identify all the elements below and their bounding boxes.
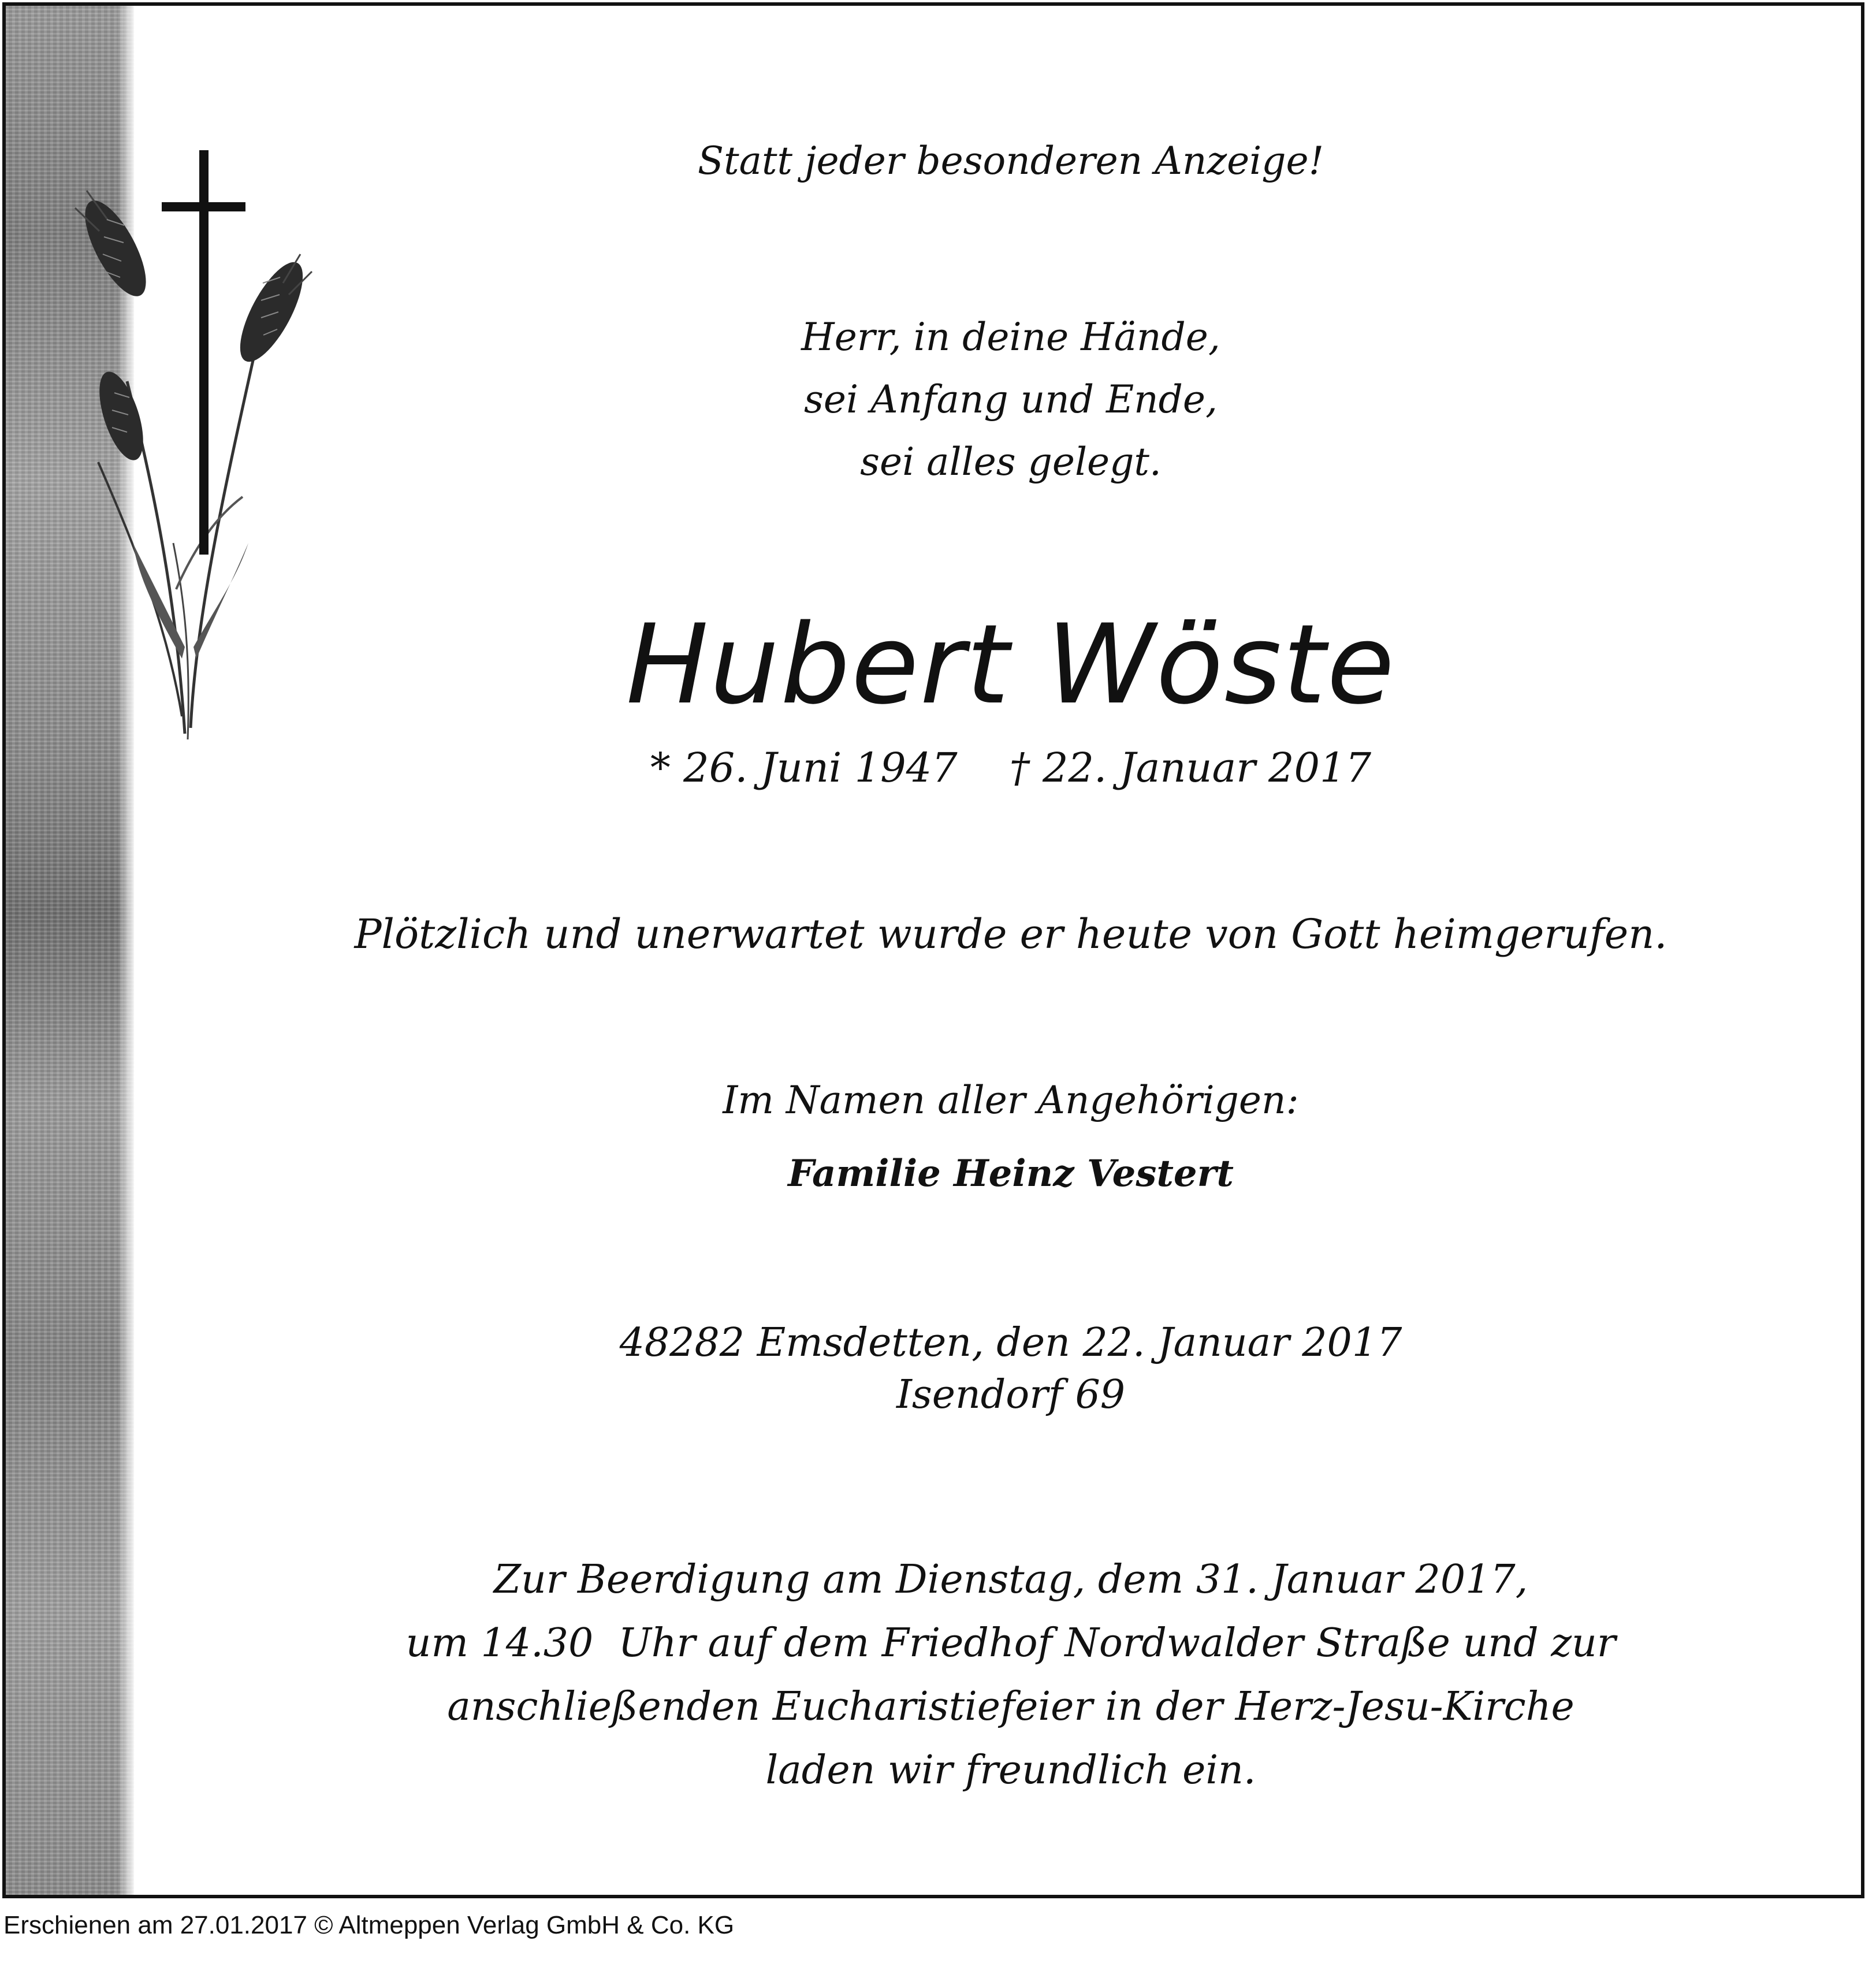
notice-content [179,6,1842,1895]
place-and-address [179,1317,1842,1421]
verse-line: sei alles gelegt. [860,440,1162,484]
family-name: Familie Heinz Vestert [788,1152,1234,1195]
deceased-name: Hubert Wöste [626,601,1396,728]
place-date: 48282 Emsdetten, den 22. Januar 2017 [619,1320,1402,1366]
birth-date: * 26. Juni 1947 [650,744,958,791]
obituary-notice [2,2,1864,1898]
verse-line: sei Anfang und Ende, [804,377,1218,422]
funeral-line: um 14.30 Uhr auf dem Friedhof Nordwalder Straße und zur [405,1620,1616,1666]
verse [179,306,1842,493]
funeral-line: laden wir freundlich ein. [765,1748,1256,1793]
notice-message: Plötzlich und unerwartet wurde er heute von Gott heimgerufen. [354,910,1667,958]
death-date: † 22. Januar 2017 [1009,744,1372,791]
publication-footer: Erschienen am 27.01.2017 © Altmeppen Verlag GmbH & Co. KG [3,1911,735,1939]
funeral-line: Zur Beerdigung am Dienstag, dem 31. Januar 2017, [493,1557,1528,1603]
verse-line: Herr, in deine Hände, [801,315,1220,359]
life-dates [179,744,1842,791]
notice-header: Statt jeder besonderen Anzeige! [697,139,1324,183]
funeral-line: anschließenden Eucharistiefeier in der Herz-Jesu-Kirche [447,1684,1574,1730]
on-behalf-line: Im Namen aller Angehörigen: [723,1078,1299,1122]
address: Isendorf 69 [896,1372,1126,1418]
funeral-info [179,1548,1842,1802]
